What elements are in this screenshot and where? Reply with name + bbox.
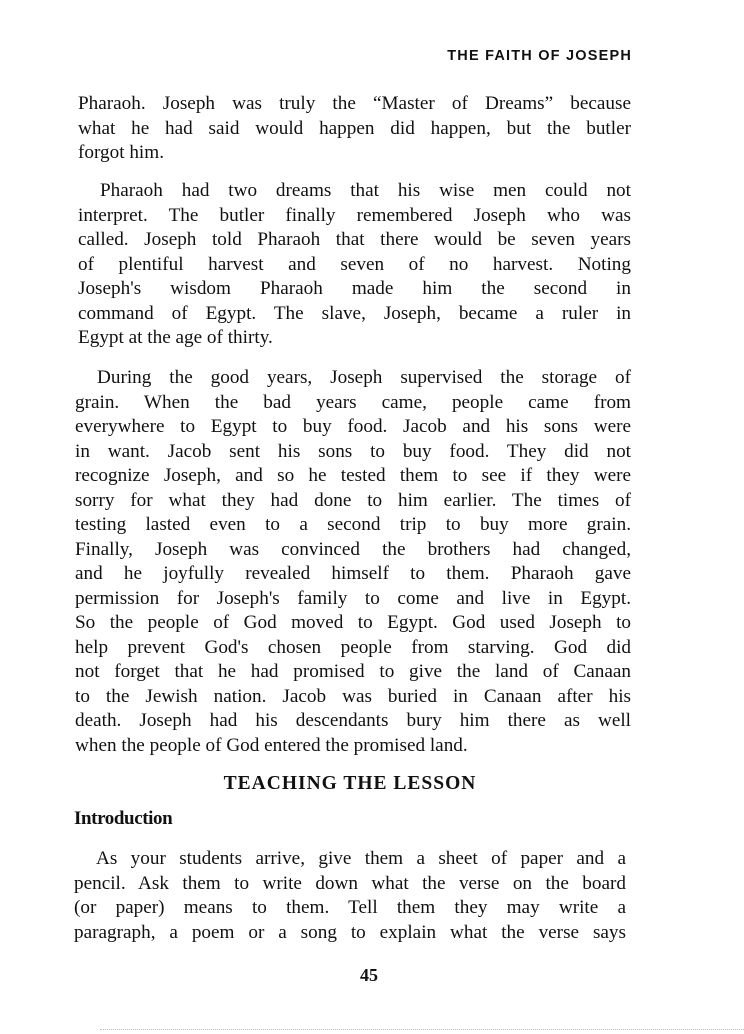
text-line: recognize Joseph, and so he tested them to see if they were [75, 465, 631, 486]
text-line: when the people of God entered the promised land. [75, 734, 468, 756]
text-line: forgot him. [78, 142, 164, 163]
text-line: testing lasted even to a second trip to buy more grain. [75, 514, 631, 535]
text-line: Joseph's wisdom Pharaoh made him the second in [78, 278, 631, 299]
text-line: Egypt at the age of thirty. [78, 327, 273, 348]
text-line: During the good years, Joseph supervised the storage of [97, 367, 631, 388]
text-line: of plentiful harvest and seven of no harvest. Noting [78, 253, 631, 275]
page-number: 45 [360, 965, 378, 985]
text-line: interpret. The butler finally remembered Joseph who was [78, 204, 631, 226]
paragraph [74, 847, 626, 945]
paragraph [78, 179, 631, 351]
subheading: Introduction [74, 808, 173, 829]
text-line: to the Jewish nation. Jacob was buried in Canaan after his [75, 685, 631, 707]
text-line: called. Joseph told Pharaoh that there would be seven years [78, 229, 631, 250]
text-line: command of Egypt. The slave, Joseph, became a ruler in [78, 302, 631, 324]
text-line: in want. Jacob sent his sons to buy food. They did not [75, 440, 631, 462]
text-line: paragraph, a poem or a song to explain what the verse says [74, 921, 626, 943]
text-line: and he joyfully revealed himself to them. Pharaoh gave [75, 563, 631, 584]
text-line: As your students arrive, give them a sheet of paper and a [96, 848, 626, 869]
text-line: sorry for what they had done to him earlier. The times of [75, 489, 631, 511]
text-line: death. Joseph had his descendants bury him there as well [75, 710, 631, 731]
text-line: help prevent God's chosen people from starving. God did [75, 636, 631, 658]
paragraph [75, 366, 631, 758]
text-line: permission for Joseph's family to come and live in Egypt. [75, 587, 631, 609]
text-line: grain. When the bad years came, people came from [75, 391, 631, 413]
section-heading: TEACHING THE LESSON [223, 773, 477, 794]
text-line: pencil. Ask them to write down what the verse on the board [74, 872, 626, 894]
running-head: THE FAITH OF JOSEPH [447, 48, 632, 64]
text-line: So the people of God moved to Egypt. God used Joseph to [75, 612, 631, 633]
text-line: not forget that he had promised to give the land of Canaan [75, 661, 631, 682]
text-line: what he had said would happen did happen, but the butler [78, 117, 631, 139]
text-line: Finally, Joseph was convinced the brothers had changed, [75, 538, 631, 560]
text-line: everywhere to Egypt to buy food. Jacob and his sons were [75, 416, 631, 437]
text-line: (or paper) means to them. Tell them they may write a [74, 897, 626, 918]
text-line: Pharaoh had two dreams that his wise men could not [100, 180, 631, 201]
text-line: Pharaoh. Joseph was truly the “Master of Dreams” because [78, 93, 631, 114]
scan-edge-divider [100, 1029, 744, 1030]
paragraph [78, 92, 631, 166]
